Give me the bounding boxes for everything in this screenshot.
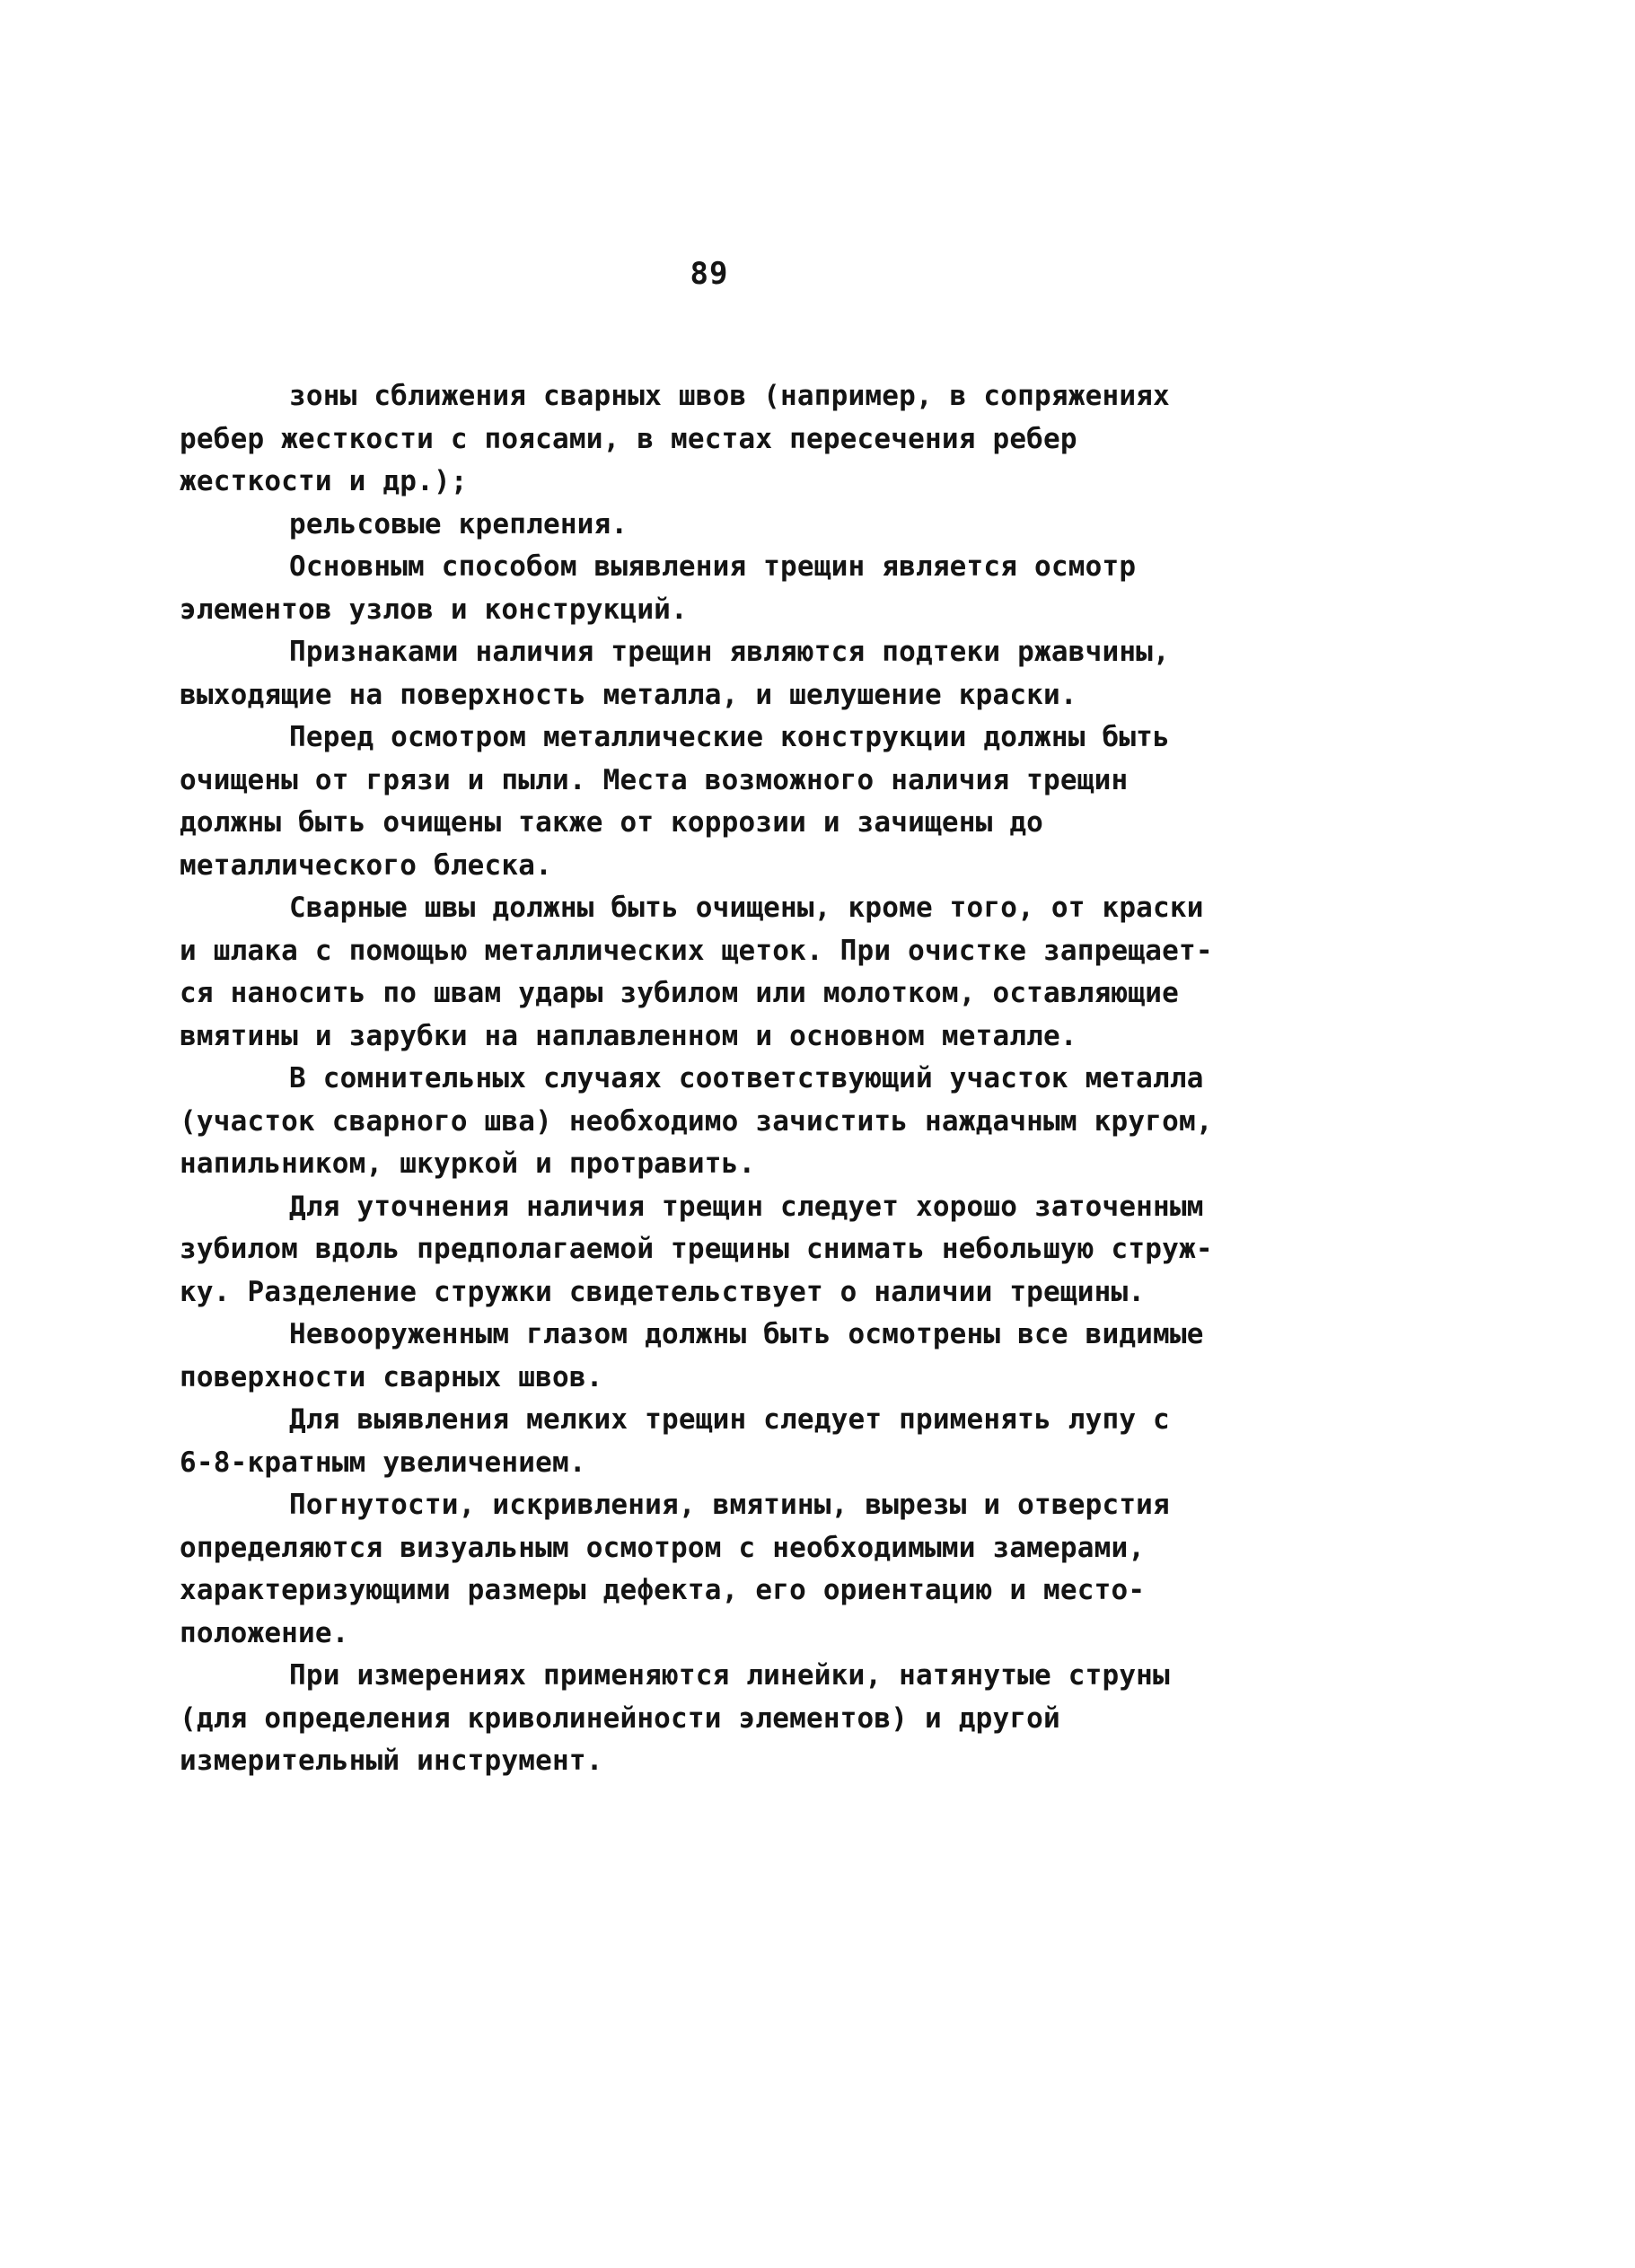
text-line: вмятины и зарубки на наплавленном и основном металле. (180, 1019, 1077, 1052)
text-line: В сомнительных случаях соответствующий участок металла (289, 1062, 1204, 1094)
text-line: Невооруженным глазом должны быть осмотрены все видимые (289, 1318, 1204, 1350)
text-line: поверхности сварных швов. (180, 1360, 603, 1393)
text-line: Сварные швы должны быть очищены, кроме того, от краски (289, 892, 1204, 924)
body-text (180, 375, 1311, 1783)
text-line: Для выявления мелких трещин следует применять лупу с (289, 1403, 1170, 1436)
text-line: зоны сближения сварных швов (например, в сопряжениях (289, 380, 1170, 412)
text-line: рельсовые крепления. (289, 507, 629, 541)
text-line: Основным способом выявления трещин является осмотр (289, 550, 1137, 583)
text-line: выходящие на поверхность металла, и шелушение краски. (180, 678, 1077, 711)
text-line: зубилом вдоль предполагаемой трещины снимать небольшую струж- (180, 1233, 1213, 1265)
text-line: ку. Разделение стружки свидетельствует о наличии трещины. (180, 1275, 1146, 1308)
text-line: ребер жесткости с поясами, в местах пересечения ребер (180, 422, 1077, 455)
text-line: элементов узлов и конструкций. (180, 593, 688, 626)
text-line: (для определения криволинейности элементов) и другой (180, 1701, 1060, 1735)
text-line: напильником, шкуркой и протравить. (180, 1147, 756, 1180)
text-line: должны быть очищены также от коррозии и зачищены до (180, 806, 1044, 839)
text-line: очищены от грязи и пыли. Места возможного наличия трещин (180, 763, 1129, 796)
text-line: 6-8-кратным увеличением. (180, 1446, 586, 1479)
text-line: При измерениях применяются линейки, натянутые струны (289, 1659, 1170, 1692)
text-line: металлического блеска. (180, 848, 552, 882)
page-number: 89 (690, 256, 729, 292)
text-line: положение. (180, 1616, 349, 1649)
text-line: Перед осмотром металлические конструкции должны быть (289, 721, 1170, 753)
text-line: ся наносить по швам удары зубилом или молотком, оставляющие (180, 977, 1179, 1009)
text-line: характеризующими размеры дефекта, его ориентацию и место- (180, 1574, 1146, 1606)
text-line: Признаками наличия трещин являются подтеки ржавчины, (289, 636, 1170, 668)
text-line: Погнутости, искривления, вмятины, вырезы и отверстия (289, 1489, 1170, 1521)
text-line: жесткости и др.); (180, 465, 468, 497)
text-line: Для уточнения наличия трещин следует хорошо заточенным (289, 1190, 1204, 1223)
text-line: определяются визуальным осмотром с необходимыми замерами, (180, 1531, 1146, 1564)
text-line: (участок сварного шва) необходимо зачистить наждачным кругом, (180, 1104, 1213, 1138)
text-line: измерительный инструмент. (180, 1745, 603, 1777)
text-line: и шлака с помощью металлических щеток. При очистке запрещает- (180, 934, 1213, 967)
